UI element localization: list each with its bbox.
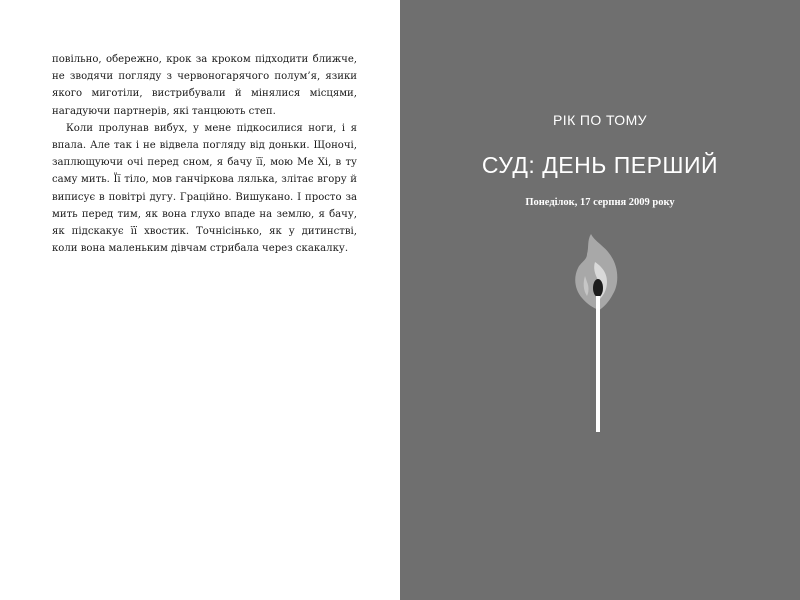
- burning-match-icon: [565, 232, 635, 434]
- match-stick: [596, 296, 600, 432]
- match-head: [593, 279, 603, 297]
- section-label: РІК ПО ТОМУ: [553, 112, 647, 128]
- paragraph-1: повільно, обережно, крок за кроком підходити ближче, не зводячи погляду з червоногарячого полум’я, язики якого миготіли, вистрибували й мінялися місцями, нагадуючи партнерів, які танцюють степ.: [52, 54, 357, 117]
- paragraph-2: Коли пролунав вибух, у мене підкосилися ноги, і я впала. Але так і не відвела погляду від доньки. Щоночі, заплющуючи очі перед сном, я бачу її, мою Ме Хі, в ту саму мить. Її тіло, мов ганчіркова лялька, злітає вгору й виписує в повітрі дугу. Граційно. Вишукано. І просто за мить перед тим, як вона глухо впаде на землю, я бачу, як підскакує її хвостик. Точнісінько, як у дитинстві, коли вона маленьким дівчам стрибала через скакалку.: [52, 122, 357, 255]
- body-text: [52, 51, 357, 257]
- chapter-date: Понеділок, 17 серпня 2009 року: [525, 197, 675, 208]
- chapter-title: СУД: ДЕНЬ ПЕРШИЙ: [481, 152, 719, 178]
